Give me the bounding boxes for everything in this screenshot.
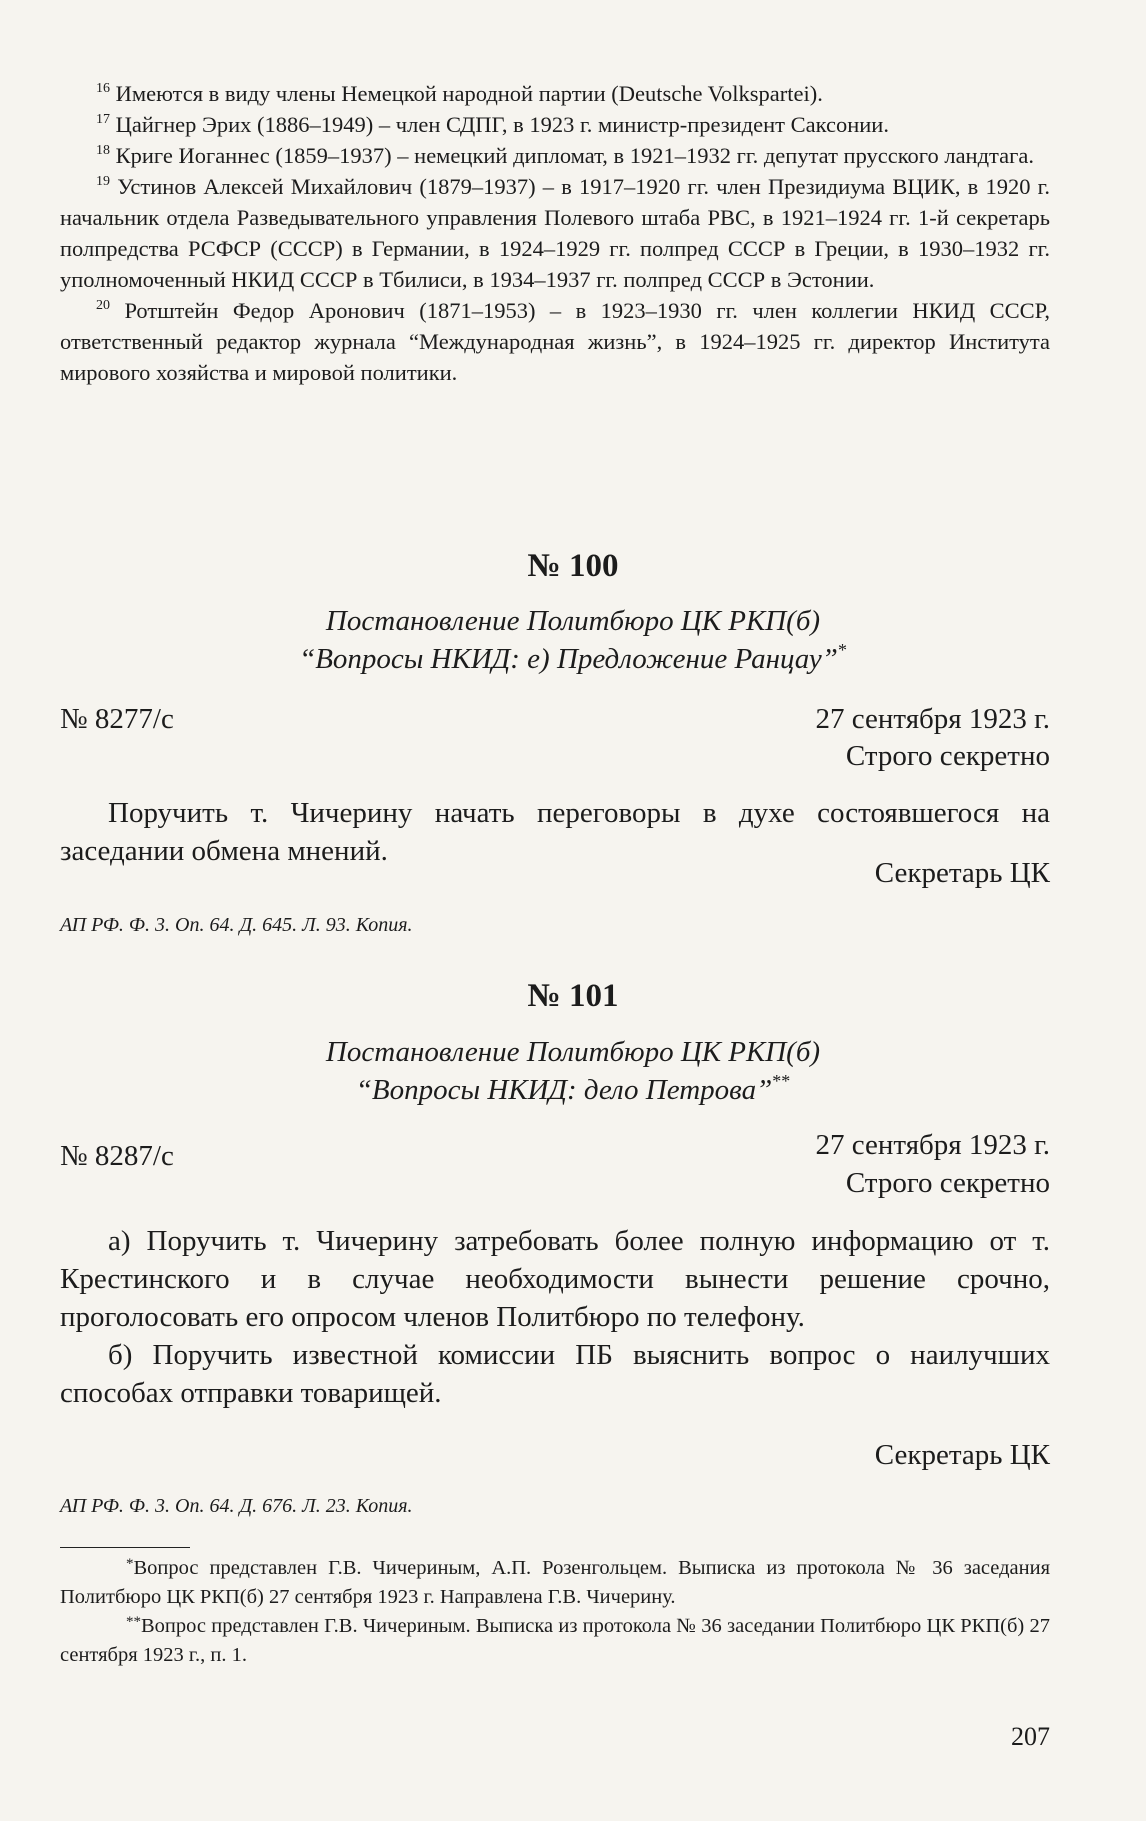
doc-100-title-line2: “Вопросы НКИД: е) Предложение Ранцау”* — [299, 640, 847, 675]
doc-101-title-line2: “Вопросы НКИД: дело Петрова”** — [355, 1071, 791, 1106]
footnote-17: $^{17}$ Цайгнер Эрих (1886–1949) – член СДПГ, в 1923 г. министр-президент Саксонии. — [96, 112, 889, 137]
footnote-20: $^{20}$ Ротштейн Федор Аронович (1871–1953) – в 1923–1930 гг. член коллегии НКИД СССР, ответственный редактор журнала “Международная жизнь”, в 1924–1925 гг. директор Института мирового хозяйства и мировой политики. — [60, 298, 1050, 385]
doc-101-title — [0, 1033, 1146, 1109]
doc-100-reg-number: № 8277/с — [60, 703, 174, 735]
doc-101-item-a: а) Поручить т. Чичерину затребовать более полную информацию от т. Крестинского и в случае необходимости вынести решение срочно, проголосовать его опросом членов Политбюро по телефону. — [60, 1225, 1050, 1333]
footnote-18: $^{18}$ Криге Иоганнес (1859–1937) – немецкий дипломат, в 1921–1932 гг. депутат прусского ландтага. — [96, 143, 1034, 168]
doc-101-body — [60, 1222, 1050, 1412]
footnote-16: $^{16}$ Имеются в виду члены Немецкой народной партии (Deutsche Volkspartei). — [96, 81, 823, 106]
doc-101-classification: Строго секретно — [845, 1167, 1050, 1199]
footnote-19: $^{19}$ Устинов Алексей Михайлович (1879–1937) – в 1917–1920 гг. член Президиума ВЦИК, в 1920 г. начальник отдела Разведывательного управления Полевого штаба РВС, в 1921–1924 гг. 1-й секретарь полпредства РСФСР (СССР) в Германии, в 1924–1929 гг. полпред СССР в Греции, в 1930–1932 гг. уполномоченный НКИД СССР в Тбилиси, в 1934–1937 гг. полпред СССР в Эстонии. — [60, 174, 1050, 292]
doc-101-date: 27 сентября 1923 г. — [815, 1129, 1050, 1161]
doc-100-date: 27 сентября 1923 г. — [815, 703, 1050, 735]
doc-100-signer: Секретарь ЦК — [874, 857, 1050, 889]
doc-101-title-line1: Постановление Политбюро ЦК РКП(б) — [325, 1036, 821, 1068]
doc-100-number: № 100 — [527, 548, 619, 584]
footnote-double-star: **Вопрос представлен Г.В. Чичериным. Выписка из протокола № 36 заседании Политбюро ЦК РКП(б) 27 сентября 1923 г., п. 1. — [60, 1614, 1050, 1666]
doc-101-number: № 101 — [527, 978, 619, 1014]
doc-101-reg-number: № 8287/с — [60, 1140, 174, 1172]
doc-100-title-line1: Постановление Политбюро ЦК РКП(б) — [325, 605, 821, 637]
doc-101-signer: Секретарь ЦК — [874, 1439, 1050, 1471]
footnote-star: *Вопрос представлен Г.В. Чичериным, А.П. Розенгольцем. Выписка из протокола № 36 заседания Политбюро ЦК РКП(б) 27 сентября 1923 г. Направлена Г.В. Чичерину. — [60, 1556, 1050, 1608]
doc-101-archive-ref: АП РФ. Ф. 3. Оп. 64. Д. 676. Л. 23. Копия. — [60, 1495, 413, 1517]
doc-101-item-b: б) Поручить известной комиссии ПБ выяснить вопрос о наилучших способах отправки товарищей. — [60, 1339, 1050, 1409]
doc-100-classification: Строго секретно — [845, 740, 1050, 772]
doc-100-archive-ref: АП РФ. Ф. 3. Оп. 64. Д. 645. Л. 93. Копия. — [60, 914, 413, 936]
doc-101-title-mark: ** — [772, 1071, 791, 1091]
doc-100-text: Поручить т. Чичерину начать переговоры в духе состоявшегося на заседании обмена мнений. — [60, 797, 1050, 867]
doc-100-title — [0, 602, 1146, 678]
bottom-footnotes — [60, 1554, 1050, 1670]
footnote-divider — [60, 1547, 190, 1548]
top-footnotes — [60, 78, 1050, 388]
doc-100-title-mark: * — [837, 640, 847, 660]
page-number: 207 — [1011, 1722, 1050, 1751]
